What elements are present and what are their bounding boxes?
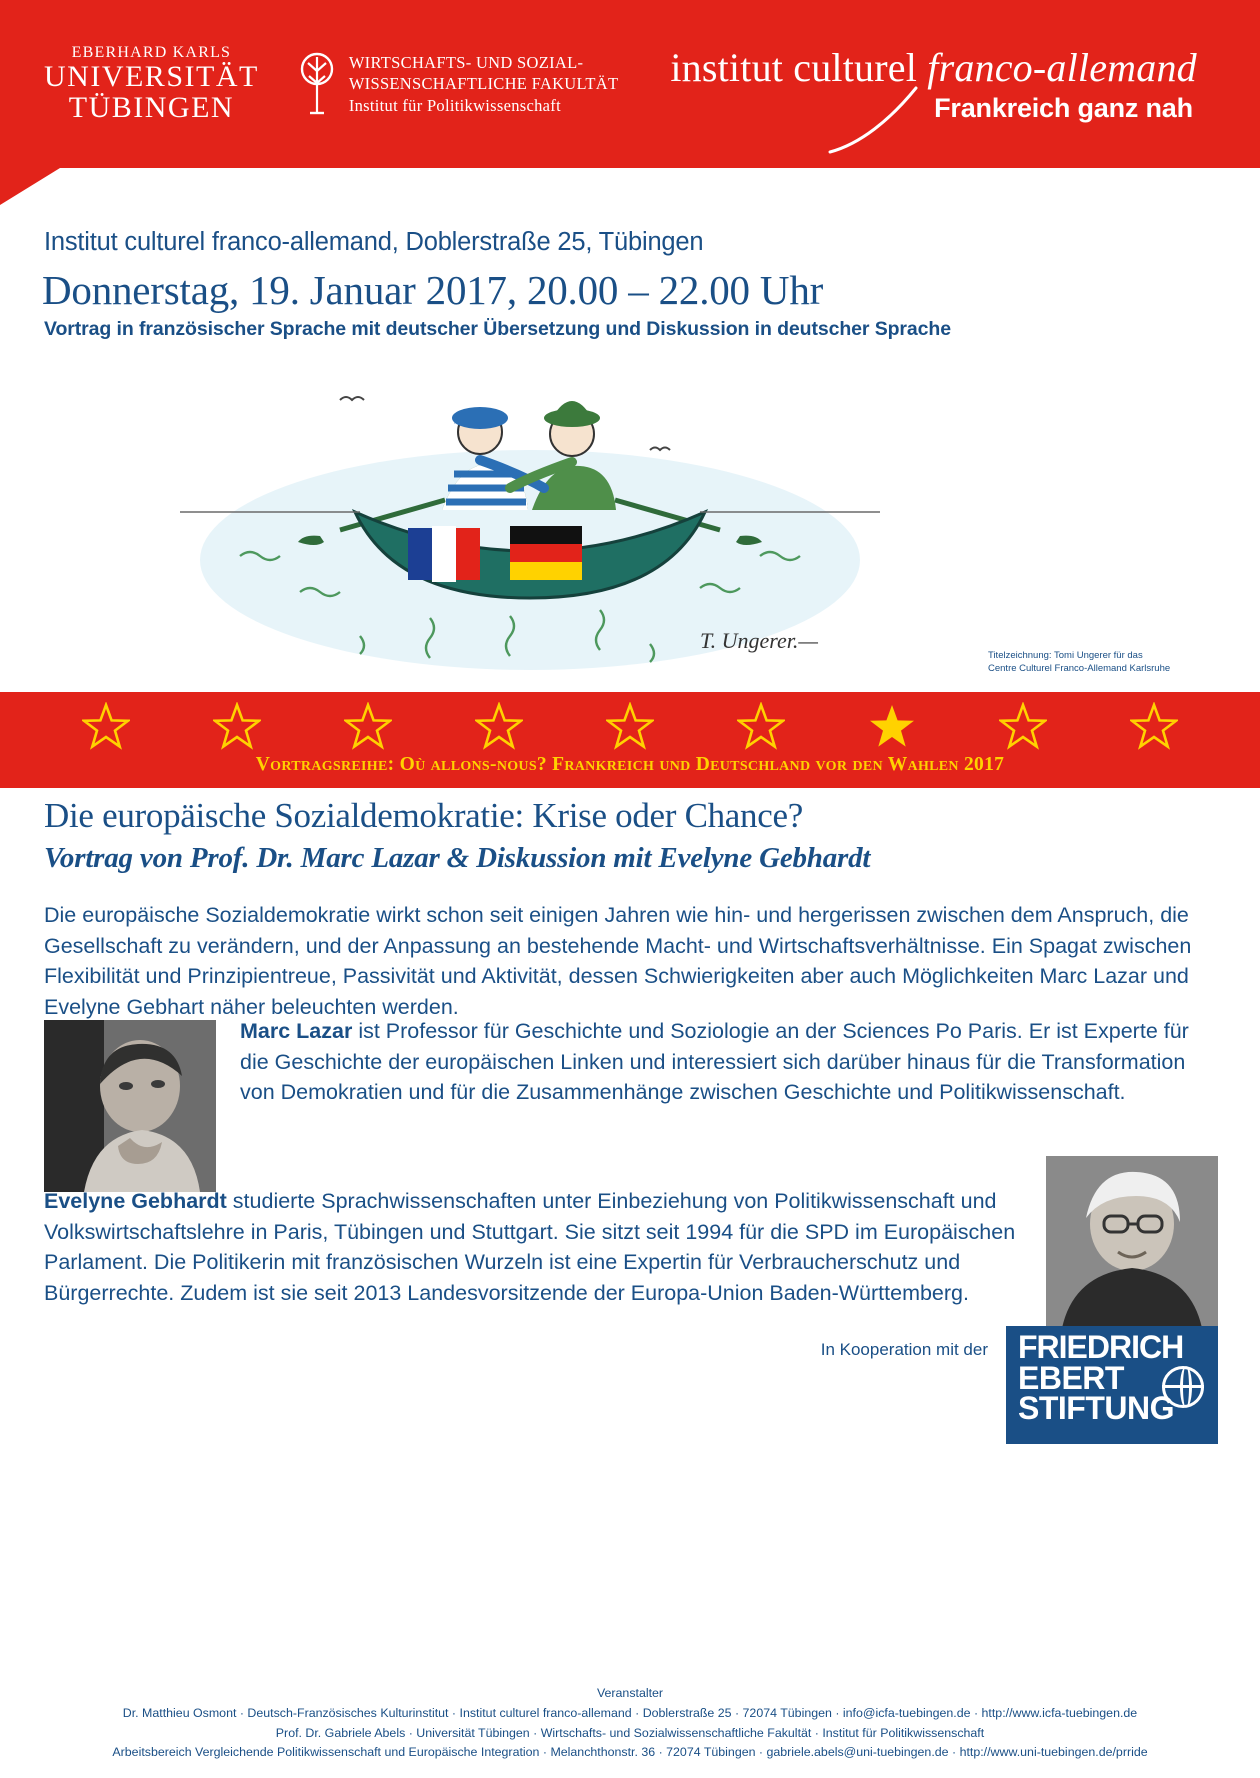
venue-line: Institut culturel franco-allemand, Doblerstraße 25, Tübingen — [44, 228, 704, 256]
university-logo-line3: TÜBINGEN — [68, 91, 235, 125]
icfa-logo-line2: Frankreich ganz nah — [934, 93, 1193, 123]
talk-subtitle: Vortrag von Prof. Dr. Marc Lazar & Diskussion mit Evelyne Gebhardt — [44, 842, 871, 874]
language-note: Vortrag in französischer Sprache mit deutscher Übersetzung und Diskussion in deutscher Sprache — [44, 318, 951, 340]
star-icon-filled — [868, 702, 916, 750]
fes-logo-line1: FRIEDRICH — [1018, 1329, 1184, 1365]
speaker-photo-marc-lazar — [44, 1020, 216, 1192]
datetime-line: Donnerstag, 19. Januar 2017, 20.00 – 22.00 Uhr — [42, 267, 824, 313]
footer-text — [0, 1684, 1260, 1762]
faculty-logo-line3: Institut für Politikwissenschaft — [348, 95, 561, 115]
tree-icon — [299, 49, 335, 119]
university-logo — [44, 45, 259, 124]
cooperation-label: In Kooperation mit der — [820, 1340, 988, 1359]
illustration-rowboat — [180, 360, 880, 680]
globe-icon — [1162, 1366, 1204, 1408]
speaker-bio-marc-lazar — [240, 1016, 1216, 1108]
illustration-signature: T. Ungerer.— — [700, 628, 818, 653]
star-icon — [213, 702, 261, 750]
speaker-bio-evelyne-gebhardt — [44, 1186, 1044, 1308]
university-logo-line1: EBERHARD KARLS — [71, 43, 232, 61]
footer-line-1: Dr. Matthieu Osmont · Deutsch-Französisches Kulturinstitut · Institut culturel franco-allemand · Doblerstraße 25 · 72074 Tübingen · info@icfa-tuebingen.de · http://www.icfa-tuebingen.de — [122, 1706, 1138, 1721]
icfa-logo-line1a: institut culturel — [670, 45, 928, 90]
talk-abstract: Die europäische Sozialdemokratie wirkt schon seit einigen Jahren wie hin- und hergerissen zwischen dem Anspruch, die Gesellschaft zu verändern, und der Anpassung an bestehende Macht- und Wirtschaftsverhältnisse. Ein Spagat zwischen Flexibilität und Prinzipientreue, Passivität und Aktivität, dessen Schwierigkeiten aber auch Möglichkeiten Marc Lazar und Evelyne Gebhart näher beleuchten werden. — [44, 903, 1192, 1019]
footer-title: Veranstalter — [596, 1686, 664, 1701]
illustration-credit — [988, 650, 1228, 676]
speaker-name-evelyne-gebhardt: Evelyne Gebhardt — [44, 1189, 227, 1213]
series-title: Vortragsreihe: Où allons-nous? Frankreich und Deutschland vor den Wahlen 2017 — [255, 754, 1005, 775]
speaker-bio-text-evelyne-gebhardt: studierte Sprachwissenschaften unter Einbeziehung von Politikwissenschaft und Volkswirtschaftslehre in Paris, Tübingen und Stuttgart. Sie sitzt seit 1994 für die SPD im Europäischen Parlament. Die Politikerin mit französischen Wurzeln ist eine Expertin für Verbraucherschutz und Bürgerrechte. Zudem ist sie seit 2013 Landesvorsitzende der Europa-Union Baden-Württemberg. — [44, 1189, 1016, 1305]
icfa-logo-line1b: franco-allemand — [927, 45, 1197, 90]
faculty-logo-line1: WIRTSCHAFTS- UND SOZIAL- — [348, 53, 584, 73]
fes-logo-line3: STIFTUNG — [1018, 1390, 1174, 1427]
star-icon — [999, 702, 1047, 750]
university-logo-line2: UNIVERSITÄT — [44, 60, 259, 94]
illustration-credit-line2: Centre Culturel Franco-Allemand Karlsruhe — [988, 662, 1171, 674]
talk-title: Die europäische Sozialdemokratie: Krise oder Chance? — [44, 796, 803, 835]
star-row — [0, 698, 1260, 754]
faculty-logo-line2: WISSENSCHAFTLICHE FAKULTÄT — [348, 74, 619, 94]
star-icon — [344, 702, 392, 750]
series-band — [0, 692, 1260, 788]
speaker-photo-evelyne-gebhardt — [1046, 1156, 1218, 1328]
faculty-logo-text — [349, 52, 619, 115]
header-logos — [0, 0, 1260, 168]
star-icon — [737, 702, 785, 750]
star-icon — [606, 702, 654, 750]
fes-logo-line2: EBERT — [1018, 1359, 1124, 1396]
star-icon — [82, 702, 130, 750]
swoosh-icon — [820, 86, 940, 156]
star-icon — [1130, 702, 1178, 750]
star-icon — [475, 702, 523, 750]
footer-line-2: Prof. Dr. Gabriele Abels · Universität Tübingen · Wirtschafts- und Sozialwissenschaftliche Fakultät · Institut für Politikwissenschaft — [275, 1725, 985, 1740]
speaker-name-marc-lazar: Marc Lazar — [240, 1019, 353, 1043]
illustration-credit-line1: Titelzeichnung: Tomi Ungerer für das — [988, 650, 1143, 661]
speaker-bio-text-marc-lazar: ist Professor für Geschichte und Soziologie an der Sciences Po Paris. Er ist Experte für die Geschichte der europäischen Linken und interessiert sich darüber hinaus für die Transformation von Demokratien und für die Zusammenhänge zwischen Geschichte und Politikwissenschaft. — [240, 1019, 1189, 1105]
footer-line-3: Arbeitsbereich Vergleichende Politikwissenschaft und Europäische Integration · Melanchthonstr. 36 · 72074 Tübingen · gabriele.abels@uni-tuebingen.de · http://www.uni-tuebingen.de/prride — [112, 1744, 1148, 1759]
icfa-logo-line1 — [670, 44, 1197, 91]
faculty-logo — [299, 49, 619, 119]
fes-logo — [1006, 1326, 1218, 1444]
